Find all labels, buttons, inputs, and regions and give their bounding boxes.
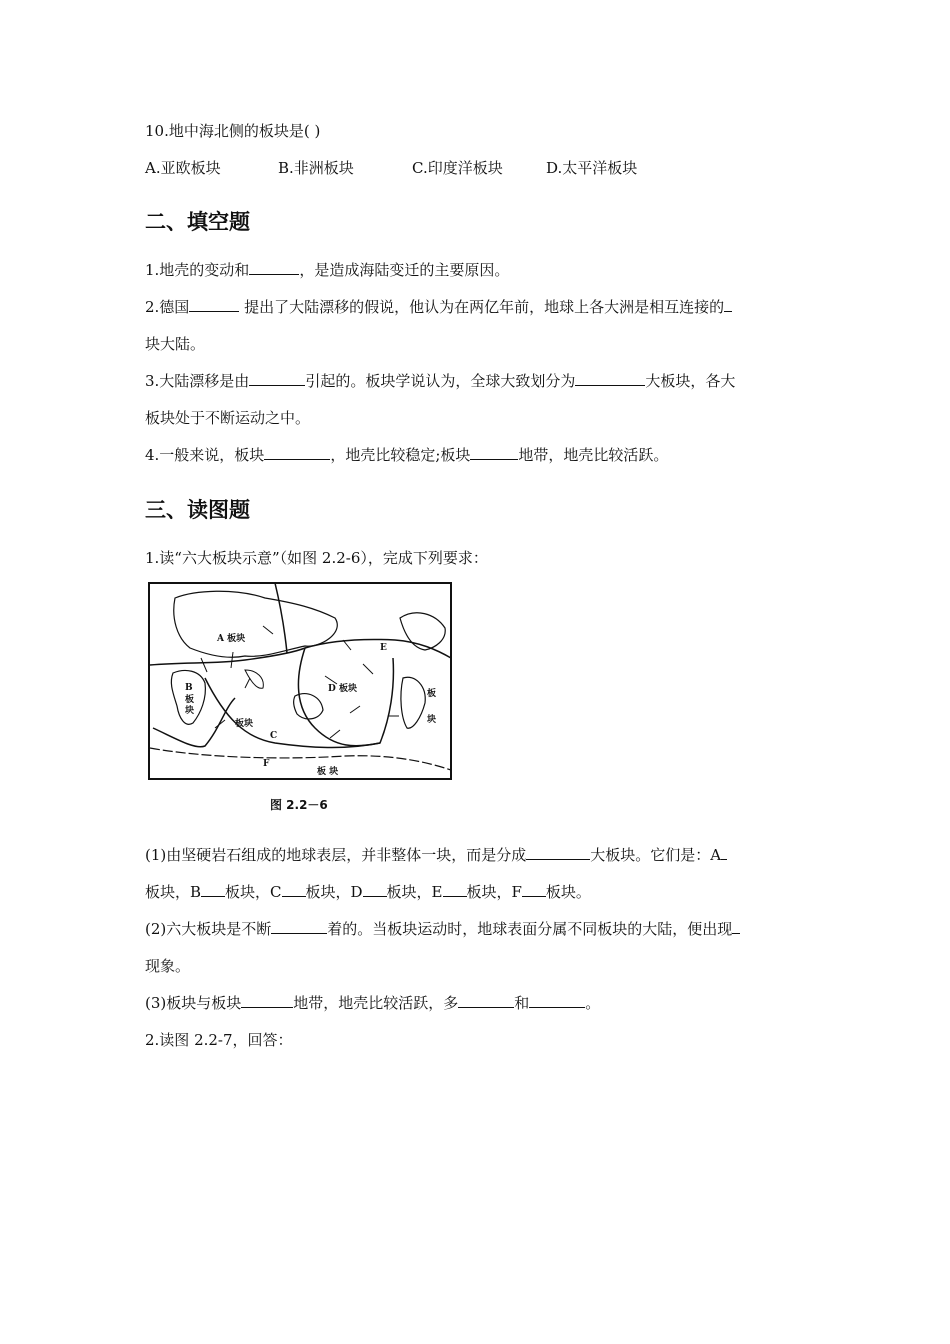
map-frame — [149, 583, 451, 779]
option-b: B.非洲板块 — [278, 159, 354, 177]
fill-question-2-cont: 块大陆。 — [145, 335, 206, 353]
figure-caption: 图 2.2－6 — [270, 798, 328, 812]
fill-question-1 — [145, 260, 509, 280]
section-heading-fill-blank: 二、填空题 — [145, 210, 250, 234]
option-a: A.亚欧板块 — [145, 159, 221, 177]
answer-blank[interactable] — [249, 371, 305, 386]
plate-label-c: C — [270, 731, 278, 741]
figure-question-part-1 — [145, 845, 727, 865]
figure-question-2: 2.读图 2.2-7，回答： — [145, 1031, 293, 1049]
answer-blank[interactable] — [282, 882, 306, 897]
text: ，地壳比较稳定;板块 — [330, 446, 471, 464]
answer-blank[interactable] — [575, 371, 645, 386]
answer-blank[interactable] — [189, 297, 239, 312]
plate-label-f-plate: 板 块 — [317, 767, 339, 777]
fill-question-3-cont: 板块处于不断运动之中。 — [145, 409, 311, 427]
answer-blank[interactable] — [241, 993, 293, 1008]
figure-question-part-2-cont: 现象。 — [145, 957, 191, 975]
six-plates-map — [145, 578, 455, 783]
plate-label-side-kuai: 块 — [427, 715, 437, 725]
plate-label-e: E — [380, 643, 387, 653]
text: 提出了大陆漂移的假说，他认为在两亿年前，地球上各大洲是相互连接的 — [239, 298, 725, 316]
text: 地带，地壳比较活跃。 — [518, 446, 669, 464]
text: 板块，B — [145, 883, 202, 901]
text: (2)六大板块是不断 — [145, 920, 272, 938]
answer-blank[interactable] — [470, 445, 518, 460]
text: (3)板块与板块 — [145, 994, 242, 1012]
answer-blank[interactable] — [249, 260, 299, 275]
answer-blank[interactable] — [526, 845, 590, 860]
answer-blank[interactable] — [724, 297, 732, 312]
fill-question-4 — [145, 445, 668, 465]
figure-question-part-1-cont — [145, 882, 591, 902]
text: 板块，F — [466, 883, 522, 901]
answer-blank[interactable] — [522, 882, 546, 897]
plate-label-a: A 板块 — [217, 634, 246, 644]
text: 3.大陆漂移是由 — [145, 372, 250, 390]
text: 1.地壳的变动和 — [145, 261, 250, 279]
answer-blank[interactable] — [732, 919, 740, 934]
plate-label-c-plate: 板块 — [235, 719, 254, 729]
plate-label-b: B — [185, 683, 193, 693]
plate-label-side-ban: 板 — [427, 689, 437, 699]
answer-blank[interactable] — [264, 445, 330, 460]
question-10-options — [145, 158, 637, 178]
figure-question-1-intro: 1.读“六大板块示意”（如图 2.2-6），完成下列要求： — [145, 549, 488, 567]
answer-blank[interactable] — [271, 919, 327, 934]
text: 板块。 — [545, 883, 591, 901]
option-c: C.印度洋板块 — [412, 159, 503, 177]
text: ，是造成海陆变迁的主要原因。 — [299, 261, 510, 279]
plate-label-b-ban: 板 — [185, 695, 195, 705]
text: 和 — [514, 994, 530, 1012]
plate-label-f: F — [263, 759, 270, 769]
figure-question-part-2 — [145, 919, 740, 939]
option-d: D.太平洋板块 — [546, 159, 638, 177]
plate-label-b-kuai: 块 — [185, 706, 195, 716]
text: 板块，E — [386, 883, 443, 901]
text: (1)由坚硬岩石组成的地球表层，并非整体一块，而是分成 — [145, 846, 527, 864]
text: 2.德国 — [145, 298, 190, 316]
fill-question-3 — [145, 371, 735, 391]
text: 地带，地壳比较活跃，多 — [293, 994, 459, 1012]
text: 板块，C — [225, 883, 282, 901]
section-heading-read-figure: 三、读图题 — [145, 498, 250, 522]
fill-question-2 — [145, 297, 732, 317]
figure-question-part-3 — [145, 993, 600, 1013]
text: 大板块。它们是：A — [590, 846, 722, 864]
text: 4.一般来说，板块 — [145, 446, 265, 464]
answer-blank[interactable] — [721, 845, 727, 860]
answer-blank[interactable] — [443, 882, 467, 897]
text: 。 — [585, 994, 601, 1012]
answer-blank[interactable] — [458, 993, 514, 1008]
answer-blank[interactable] — [529, 993, 585, 1008]
text: 着的。当板块运动时，地球表面分属不同板块的大陆，便出现 — [327, 920, 733, 938]
text: 板块，D — [305, 883, 363, 901]
text: 引起的。板块学说认为，全球大致划分为 — [305, 372, 576, 390]
plate-label-d: D 板块 — [328, 684, 357, 694]
answer-blank[interactable] — [363, 882, 387, 897]
answer-blank[interactable] — [201, 882, 225, 897]
text: 大板块，各大 — [645, 372, 736, 390]
question-10-stem: 10.地中海北侧的板块是( ) — [145, 122, 321, 140]
